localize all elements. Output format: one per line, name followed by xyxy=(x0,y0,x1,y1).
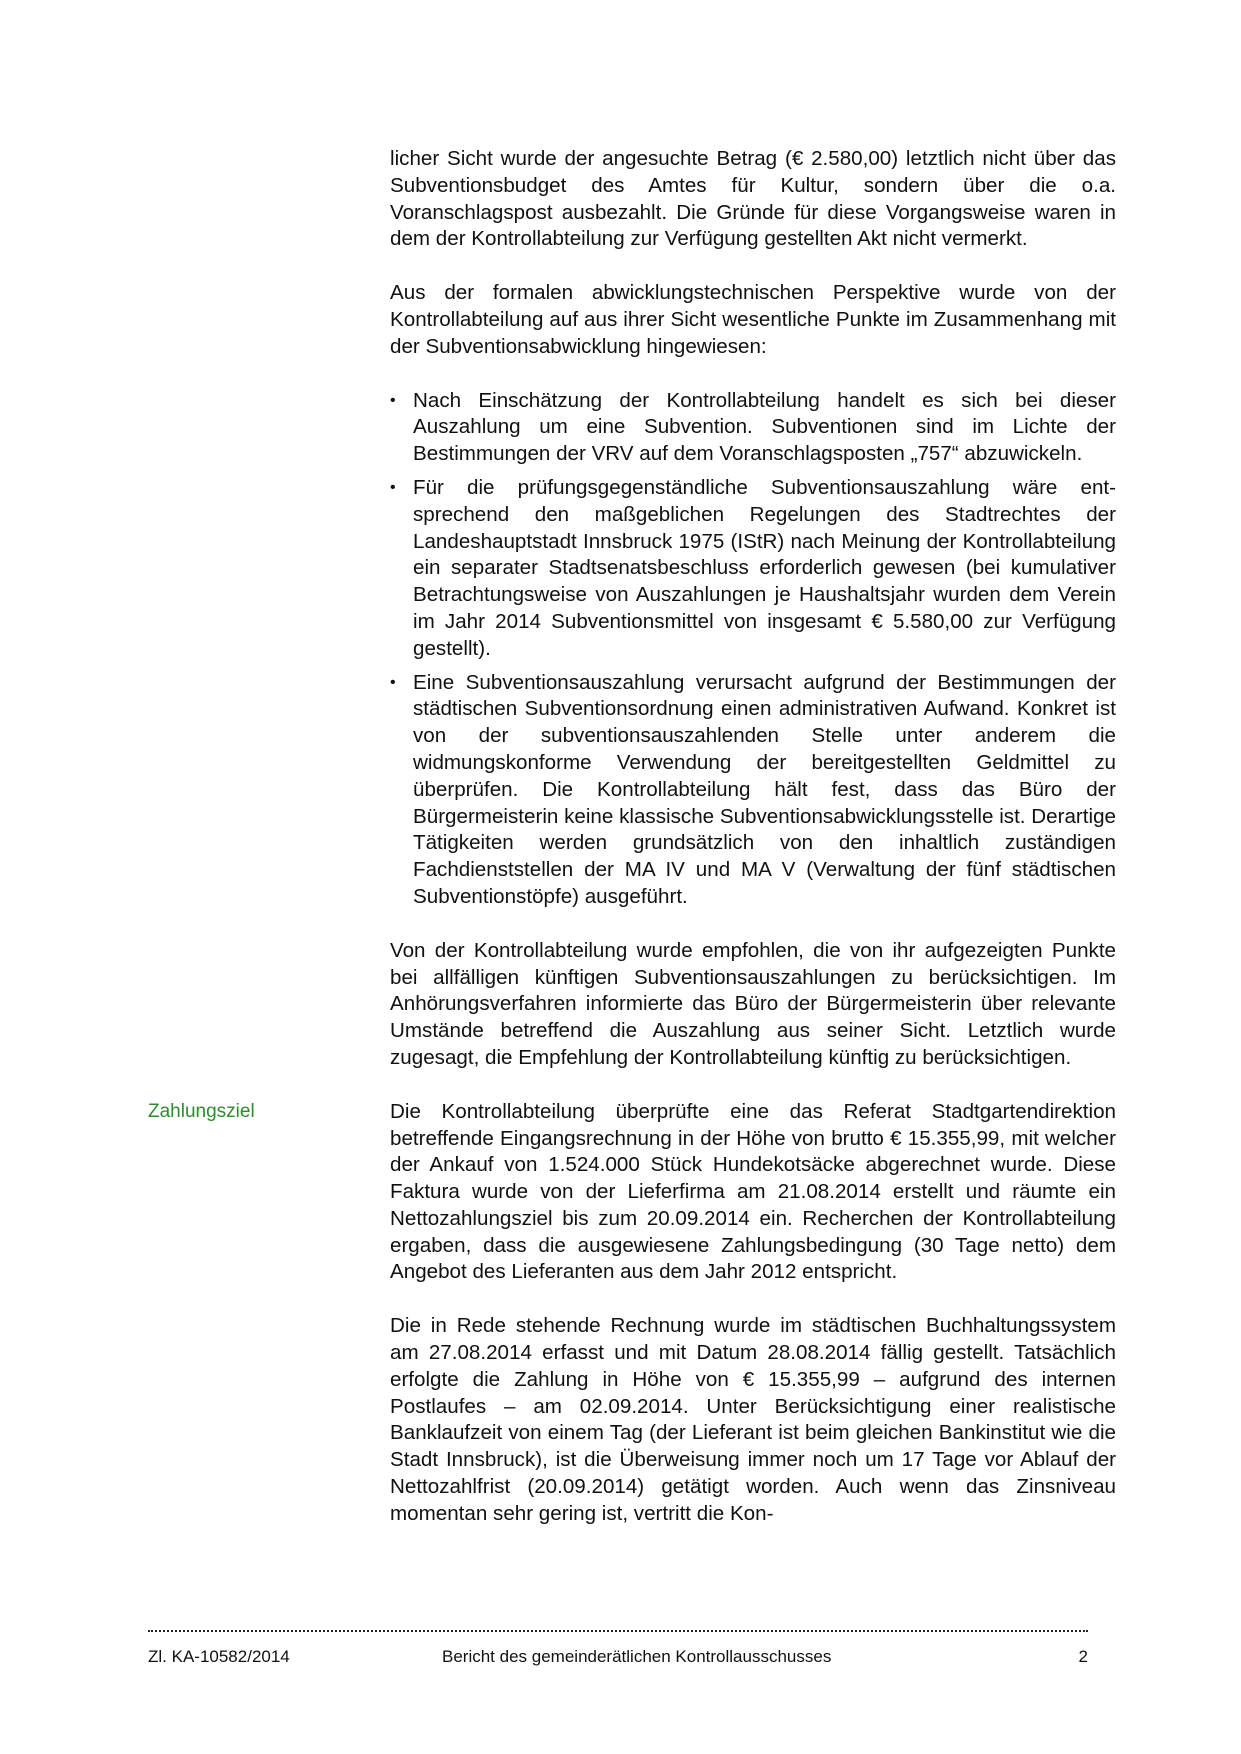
page-footer xyxy=(148,1646,1088,1670)
paragraph-formal-perspective: Aus der formalen abwicklungstechnischen Perspektive wurde von der Kontrollabteilung auf aus ihrer Sicht wesentliche Punkte im Zusammenhang mit der Subventionsabwicklung hingewiesen: xyxy=(390,281,1116,358)
bullet-text: Nach Einschätzung der Kontrollabteilung handelt es sich bei dieser Auszahlung um eine Subvention. Subventionen sind im Lichte der Bestimmungen der VRV auf dem Voranschlagsposten „757“ abzuwickeln. xyxy=(413,388,1116,466)
paragraph-payment-timing: Die in Rede stehende Rechnung wurde im städtischen Buchhaltungssystem am 27.08.2014 erfasst und mit Datum 28.08.2014 fällig gestellt. Tatsächlich erfolgte die Zahlung in Höhe von € 15.355,99 – aufgrund des internen Postlaufes – am 02.09.2014. Unter Berücksichtigung einer realistische Banklaufzeit von einem Tag (der Lieferant ist beim gleichen Bankinstitut wie die Stadt Innsbruck), ist die Überweisung immer noch um 17 Tage vor Ablauf der Nettozahlfrist (20.09.2014) getätigt worden. Auch wenn das Zinsniveau momentan sehr gering ist, vertritt die Kon- xyxy=(390,1314,1116,1525)
bullet-item xyxy=(390,475,1116,663)
paragraph-recommendation: Von der Kontrollabteilung wurde empfohlen, die von ihr aufgezeigten Punkte bei allfälligen künftigen Subventionsauszahlungen zu berücksichtigen. Im Anhörungsverfahren informierte das Büro der Bürgermeisterin über relevante Umstände betreffend die Auszahlung aus seiner Sicht. Letztlich wurde zugesagt, die Empfehlung der Kontrollabteilung künftig zu berücksichtigen. xyxy=(390,938,1116,1069)
bullet-icon: • xyxy=(390,478,396,496)
footer-divider xyxy=(148,1630,1088,1632)
bullet-text: Eine Subventionsauszahlung verursacht aufgrund der Bestimmungen der städtischen Subventionsordnung einen administrativen Aufwand. Konkret ist von der subventionsauszahlenden Stelle unter anderem die widmungskonforme Verwendung der bereitgestellten Geldmittel zu überprüfen. Die Kontrollabteilung hält fest, dass das Büro der Bürgermeisterin keine klassische Subventionsabwicklungsstelle ist. Derartige Tätigkeiten werden grundsätzlich von den inhaltlich zuständigen Fachdienststellen der MA IV und MA V (Verwaltung der fünf städtischen Subventionstöpfe) ausgeführt. xyxy=(413,670,1116,908)
footer-reference: Zl. KA-10582/2014 xyxy=(148,1647,290,1666)
bullet-item xyxy=(390,388,1116,468)
bullet-text: Für die prüfungsgegenständliche Subventionsauszahlung wäre entsprechend den maßgeblichen Regelungen des Stadtrechtes der Landeshauptstadt Innsbruck 1975 (IStR) nach Meinung der Kontrollabteilung ein separater Stadtsenatsbeschluss erforderlich gewesen (bei kumulativer Betrachtungsweise von Auszahlungen je Haushaltsjahr wurden dem Verein im Jahr 2014 Subventionsmittel von insgesamt € 5.580,00 zur Verfügung gestellt). xyxy=(413,475,1116,660)
bullet-list xyxy=(390,388,1116,911)
footer-page-number: 2 xyxy=(1078,1647,1088,1666)
bullet-item xyxy=(390,670,1116,911)
paragraph-subsidy-budget: licher Sicht wurde der angesuchte Betrag (€ 2.580,00) letztlich nicht über das Subventionsbudget des Amtes für Kultur, sondern über die o.a. Voranschlagspost ausbezahlt. Die Gründe für diese Vorgangsweise waren in dem der Kontrollabteilung zur Verfügung gestellten Akt nicht vermerkt. xyxy=(390,147,1116,251)
bullet-icon: • xyxy=(390,673,396,691)
paragraph-invoice-check: Die Kontrollabteilung überprüfte eine das Referat Stadtgartendirektion betreffende Eingangsrechnung in der Höhe von brutto € 15.355,99, mit welcher der Ankauf von 1.524.000 Stück Hundekotsäcke abgerechnet wurde. Diese Faktura wurde von der Lieferfirma am 21.08.2014 erstellt und räumte ein Nettozahlungsziel bis zum 20.09.2014 ein. Recherchen der Kontrollabteilung ergaben, dass die ausgewiesene Zahlungsbedingung (30 Tage netto) dem Angebot des Lieferanten aus dem Jahr 2012 entspricht. xyxy=(390,1099,1116,1284)
bullet-icon: • xyxy=(390,391,396,409)
section-zahlungsziel xyxy=(148,1099,1116,1528)
main-text-column xyxy=(148,146,1116,1555)
margin-heading: Zahlungsziel xyxy=(148,1100,255,1122)
footer-title: Bericht des gemeinderätlichen Kontrollausschusses xyxy=(442,1647,832,1666)
